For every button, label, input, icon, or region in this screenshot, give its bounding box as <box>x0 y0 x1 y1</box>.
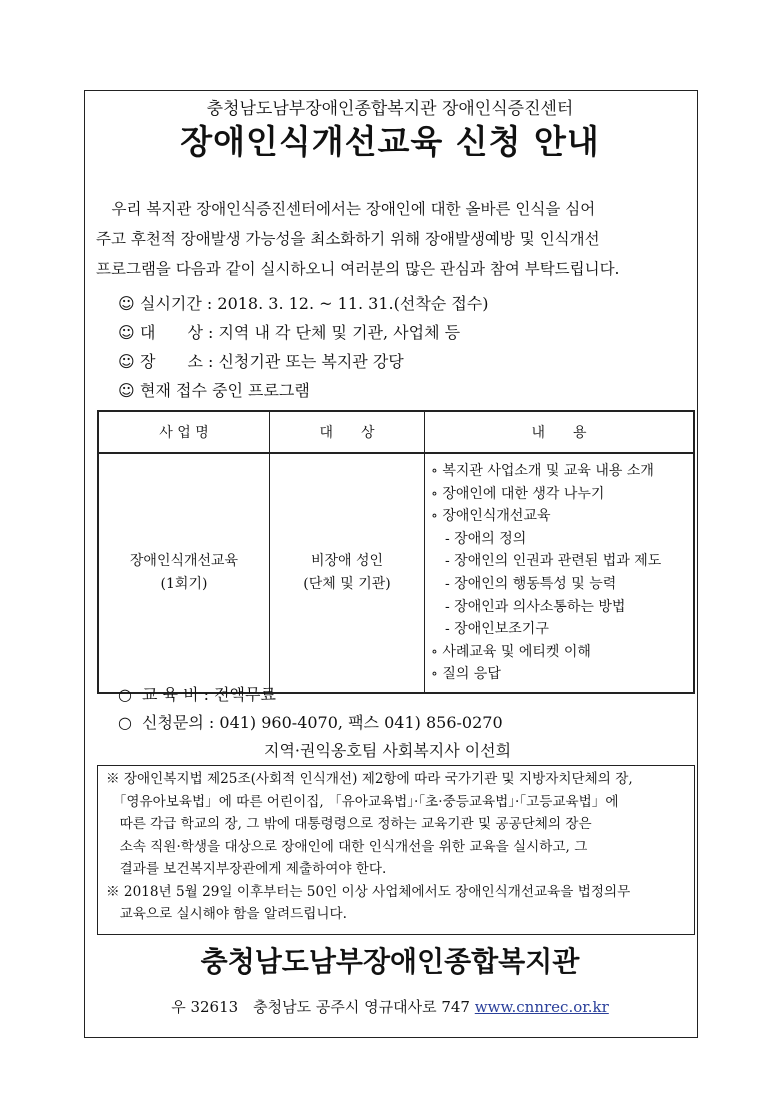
current-program-text: 현재 접수 중인 프로그램 <box>140 381 310 400</box>
note-line: 따른 각급 학교의 장, 그 밖에 대통령령으로 정하는 교육기관 및 공공단체의 장은 <box>106 816 592 832</box>
table-header-row <box>98 411 694 453</box>
legal-notes-box <box>97 765 695 935</box>
content-line: ∘ 복지관 사업소개 및 교육 내용 소개 <box>431 463 654 479</box>
smiley-icon: ☺ <box>118 294 135 313</box>
content-line: - 장애인보조기구 <box>431 621 549 638</box>
content-line: ∘ 질의 응답 <box>431 666 501 683</box>
note-line: 소속 직원·학생을 대상으로 장애인에 대한 인식개선을 위한 교육을 실시하고, 그 <box>106 838 588 855</box>
table-row <box>98 453 694 693</box>
target-line: 비장애 성인 <box>310 552 384 569</box>
intro-line: 프로그램을 다음과 같이 실시하오니 여러분의 많은 관심과 참여 부탁드립니다. <box>96 260 620 278</box>
content-line: - 장애의 정의 <box>431 530 527 547</box>
column-header-target: 대 상 <box>270 411 425 453</box>
program-name: 장애인식개선교육 <box>129 552 239 569</box>
intro-line: 우리 복지관 장애인식증진센터에서는 장애인에 대한 올바른 인식을 심어 <box>96 200 596 218</box>
content-line: - 장애인의 행동특성 및 능력 <box>431 575 617 592</box>
content-line: ∘ 사례교육 및 에티켓 이해 <box>431 643 591 660</box>
circle-icon: ○ <box>118 713 132 732</box>
smiley-icon: ☺ <box>118 323 135 342</box>
target-cell <box>270 453 425 693</box>
contact-item <box>118 710 503 733</box>
page-title: 장애인식개선교육 신청 안내 <box>180 122 600 161</box>
target-text: 대 상 : 지역 내 각 단체 및 기관, 사업체 등 <box>140 323 461 342</box>
column-header-program: 사 업 명 <box>98 411 270 453</box>
program-table <box>97 410 695 694</box>
note-line: ※ 2018년 5월 29일 이후부터는 50인 이상 사업체에서도 장애인식개선교육을 법정의무 <box>106 883 631 900</box>
contact-person: 지역·권익옹호팀 사회복지사 이선희 <box>264 741 512 760</box>
intro-paragraph <box>96 194 696 284</box>
website-link[interactable]: www.cnnrec.or.kr <box>474 998 609 1016</box>
period-item <box>118 291 488 314</box>
fee-text: 교 육 비 : 전액무료 <box>142 685 276 704</box>
period-text: 실시기간 : 2018. 3. 12. ~ 11. 31.(선착순 접수) <box>140 294 489 313</box>
content-line: ∘ 장애인에 대한 생각 나누기 <box>431 485 605 502</box>
target-line: (단체 및 기관) <box>303 575 391 592</box>
note-line: 결과를 보건복지부장관에게 제출하여야 한다. <box>106 861 387 877</box>
circle-icon: ○ <box>118 685 132 704</box>
content-line: ∘ 장애인식개선교육 <box>431 508 551 525</box>
smiley-icon: ☺ <box>118 381 135 400</box>
center-subtitle: 충청남도남부장애인종합복지관 장애인식증진센터 <box>206 99 574 119</box>
content-line: - 장애인과 의사소통하는 방법 <box>431 598 626 615</box>
program-sessions: (1회기) <box>160 575 208 592</box>
place-text: 장 소 : 신청기관 또는 복지관 강당 <box>140 352 404 371</box>
content-line: - 장애인의 인권과 관련된 법과 제도 <box>431 553 662 570</box>
target-item <box>118 320 460 343</box>
column-header-content: 내 용 <box>425 411 695 453</box>
note-line: ※ 장애인복지법 제25조(사회적 인식개선) 제2항에 따라 국가기관 및 지방자치단체의 장, <box>106 771 633 787</box>
footer-address-line <box>0 996 780 1017</box>
program-cell <box>98 453 270 693</box>
current-program-item <box>118 378 310 401</box>
content-cell <box>425 453 695 693</box>
note-line: 「영유아보육법」에 따른 어린이집, 「유아교육법」·「초·중등교육법」·「고등교육법」에 <box>106 793 619 810</box>
smiley-icon: ☺ <box>118 352 135 371</box>
organization-name: 충청남도남부장애인종합복지관 <box>200 945 580 978</box>
contact-text: 신청문의 : 041) 960-4070, 팩스 041) 856-0270 <box>142 713 503 732</box>
note-line: 교육으로 실시해야 함을 알려드립니다. <box>106 906 347 922</box>
intro-line: 주고 후천적 장애발생 가능성을 최소화하기 위해 장애발생예방 및 인식개선 <box>96 230 600 248</box>
fee-item <box>118 682 276 705</box>
place-item <box>118 349 404 372</box>
address: 우 32613 충청남도 공주시 영규대사로 747 <box>171 998 470 1016</box>
